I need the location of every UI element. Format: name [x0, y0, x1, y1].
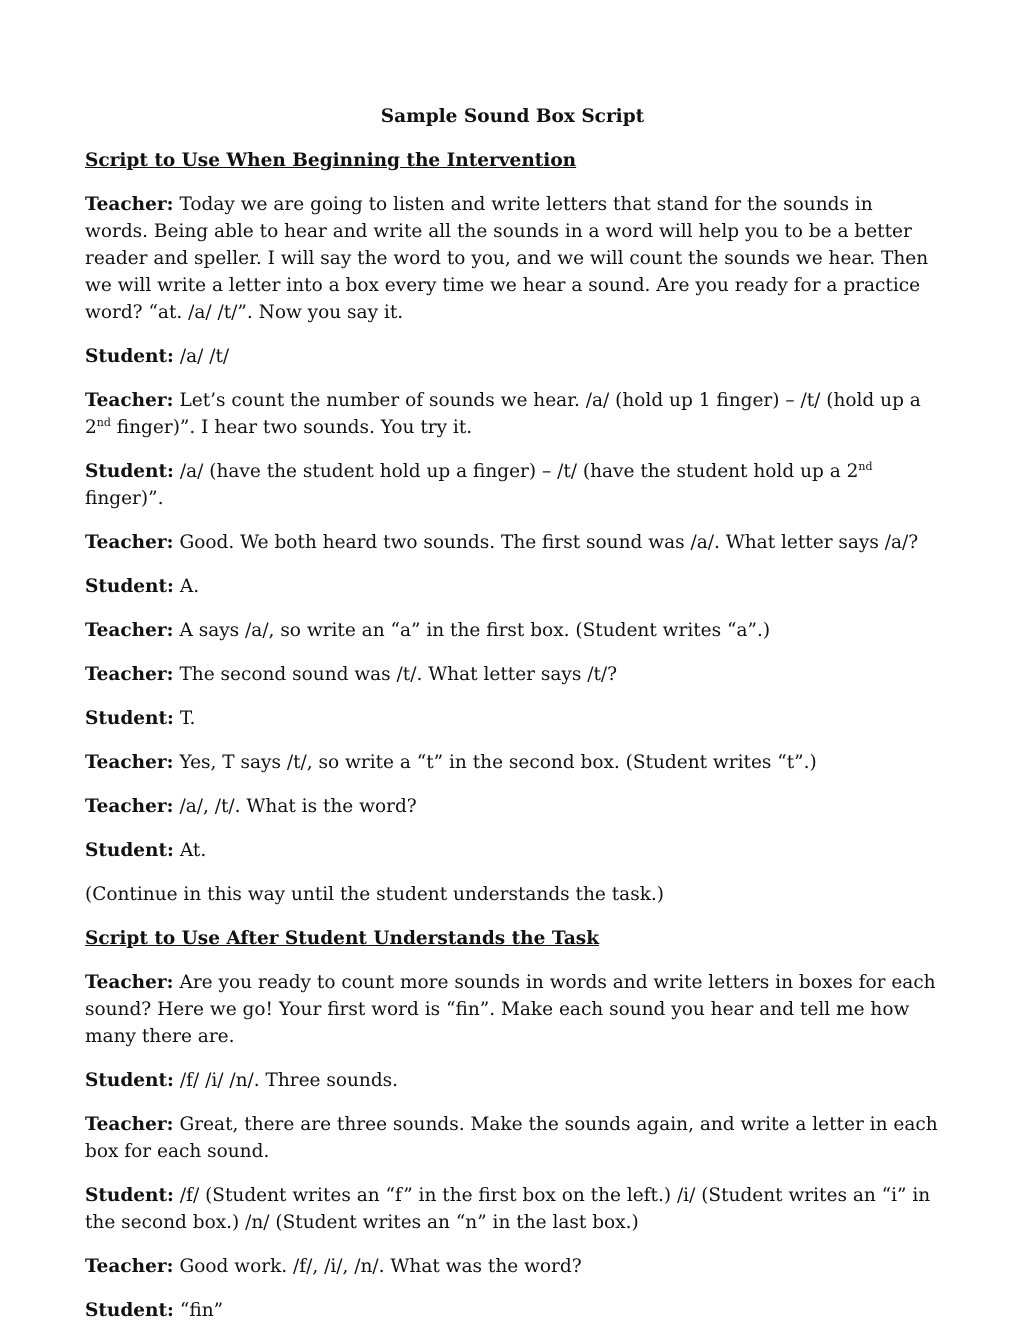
teacher-line-3	[85, 529, 940, 556]
document-title: Sample Sound Box Script	[380, 106, 645, 127]
student-label: Student:	[85, 576, 174, 597]
line-text: /a/, /t/. What is the word?	[179, 796, 417, 817]
line-text: Yes, T says /t/, so write a “t” in the second box. (Student writes “t”.)	[179, 752, 817, 773]
student-line-4	[85, 705, 940, 732]
teacher-line-7	[85, 793, 940, 820]
student-line-2	[85, 458, 940, 512]
line-text: Great, there are three sounds. Make the sounds again, and write a letter in each box for each sound.	[85, 1114, 938, 1162]
teacher-label: Teacher:	[85, 972, 174, 993]
document-page	[85, 103, 940, 1341]
line-text: Let’s count the number of sounds we hear. /a/ (hold up 1 finger) – /t/ (hold up a 2	[85, 390, 921, 438]
line-text: /f/ /i/ /n/. Three sounds.	[179, 1070, 399, 1091]
line-text: finger)”.	[85, 488, 164, 509]
student-line-6	[85, 1067, 940, 1094]
ordinal-suffix: nd	[858, 459, 873, 473]
teacher-line-4	[85, 617, 940, 644]
line-text: Today we are going to listen and write letters that stand for the sounds in words. Being able to hear and write all the sounds in a word will help you to be a better reader and speller. I will say the word to you, and we will count the sounds we hear. Then we will write a letter into a box every time we hear a sound. Are you ready for a practice word? “at. /a/ /t/”. Now you say it.	[85, 194, 929, 323]
teacher-line-8	[85, 969, 940, 1050]
student-line-7	[85, 1182, 940, 1236]
line-text: Are you ready to count more sounds in words and write letters in boxes for each sound? Here we go! Your first word is “fin”. Make each sound you hear and tell me how many there are.	[85, 972, 936, 1047]
line-text: Good. We both heard two sounds. The first sound was /a/. What letter says /a/?	[179, 532, 919, 553]
student-label: Student:	[85, 461, 174, 482]
teacher-label: Teacher:	[85, 752, 174, 773]
section-heading-after: Script to Use After Student Understands the Task	[85, 928, 600, 949]
teacher-label: Teacher:	[85, 1256, 174, 1277]
teacher-line-6	[85, 749, 940, 776]
student-label: Student:	[85, 708, 174, 729]
teacher-label: Teacher:	[85, 664, 174, 685]
line-text: “fin”	[179, 1300, 224, 1321]
line-text: Good work. /f/, /i/, /n/. What was the word?	[179, 1256, 582, 1277]
line-text: /f/ (Student writes an “f” in the first box on the left.) /i/ (Student writes an “i” in the second box.) /n/ (Student writes an “n” in the last box.)	[85, 1185, 931, 1233]
teacher-line-10	[85, 1253, 940, 1280]
line-text: /a/ /t/	[179, 346, 230, 367]
student-line-1	[85, 343, 940, 370]
line-text: T.	[179, 708, 196, 729]
line-text: A.	[179, 576, 200, 597]
continue-note: (Continue in this way until the student understands the task.)	[85, 884, 665, 905]
student-line-8	[85, 1297, 940, 1324]
teacher-line-9	[85, 1111, 940, 1165]
section-heading-beginning: Script to Use When Beginning the Intervention	[85, 150, 577, 171]
teacher-line-1	[85, 191, 940, 326]
line-text: finger)”. I hear two sounds. You try it.	[110, 417, 473, 438]
line-text: At.	[179, 840, 207, 861]
teacher-label: Teacher:	[85, 194, 174, 215]
teacher-label: Teacher:	[85, 796, 174, 817]
student-label: Student:	[85, 840, 174, 861]
line-text: /a/ (have the student hold up a finger) – /t/ (have the student hold up a 2	[179, 461, 859, 482]
student-line-5	[85, 837, 940, 864]
teacher-line-2	[85, 387, 940, 441]
line-text: A says /a/, so write an “a” in the first box. (Student writes “a”.)	[179, 620, 771, 641]
student-label: Student:	[85, 1300, 174, 1321]
student-label: Student:	[85, 346, 174, 367]
ordinal-suffix: nd	[96, 415, 111, 429]
student-label: Student:	[85, 1070, 174, 1091]
student-label: Student:	[85, 1185, 174, 1206]
teacher-label: Teacher:	[85, 1114, 174, 1135]
teacher-label: Teacher:	[85, 620, 174, 641]
teacher-line-5	[85, 661, 940, 688]
teacher-label: Teacher:	[85, 532, 174, 553]
line-text: The second sound was /t/. What letter says /t/?	[179, 664, 618, 685]
student-line-3	[85, 573, 940, 600]
teacher-label: Teacher:	[85, 390, 174, 411]
